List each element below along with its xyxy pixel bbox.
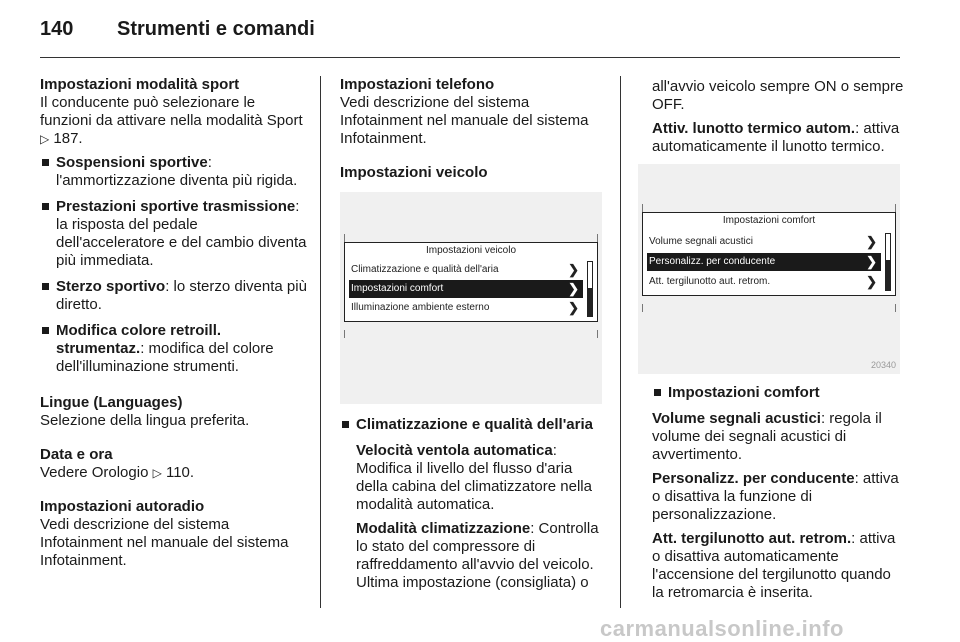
page-number: 140 xyxy=(40,18,74,40)
clima-continued-text: all'avvio veicolo sempre ON o sempre OFF. xyxy=(652,78,904,113)
list-item: Sterzo sportivo: lo sterzo diventa più diretto. xyxy=(40,278,308,314)
chevron-right-icon: ❯ xyxy=(568,262,579,277)
chevron-right-icon: ❯ xyxy=(866,234,877,249)
bullet-icon xyxy=(42,283,49,290)
clima-section xyxy=(340,416,606,592)
screen-title: Impostazioni veicolo xyxy=(425,245,517,256)
clima-p2: Modalità climatizzazione: Controlla lo stato del compressore di raffreddamento all'avvio del veicolo. Ultima impostazione (consigliata) o xyxy=(356,520,599,591)
column-2 xyxy=(340,76,606,182)
page-header xyxy=(0,0,960,56)
page-ref-icon: ▷ xyxy=(40,132,50,146)
screen-row: Illuminazione ambiente esterno ❯ xyxy=(351,300,579,315)
vehicle-settings-screen xyxy=(344,242,598,322)
list-item xyxy=(340,416,606,434)
column-divider-2 xyxy=(620,76,621,608)
lingue-heading: Lingue (Languages) xyxy=(40,394,183,411)
vehicle-settings-illustration xyxy=(340,192,602,404)
lingue-text: Selezione della lingua preferita. xyxy=(40,412,250,429)
list-item xyxy=(652,384,904,402)
telefono-section xyxy=(340,76,606,148)
figure-code: 20340 xyxy=(870,360,896,370)
watermark: carmanualsonline.info xyxy=(600,616,844,641)
screen-row: Volume segnali acustici ❯ xyxy=(649,234,877,249)
comfort-heading: Impostazioni comfort xyxy=(668,384,820,401)
bullet-icon xyxy=(342,421,349,428)
list-item: Modifica colore retroill. strumentaz.: modifica del colore dell'illuminazione strumenti. xyxy=(40,322,308,376)
list-item: Sospensioni sportive: l'ammortizzazione diventa più rigida. xyxy=(40,154,308,190)
autoradio-section xyxy=(40,498,308,570)
lunotto-text: Attiv. lunotto termico autom.: attiva automaticamente il lunotto termico. xyxy=(652,120,900,155)
screen-row: Att. tergilunotto aut. retrom. ❯ xyxy=(649,274,877,289)
comfort-p3: Att. tergilunotto aut. retrom.: attiva o disattiva automaticamente l'accensione del tergilunotto quando la retromarcia è inserita. xyxy=(652,530,896,601)
clima-heading: Climatizzazione e qualità dell'aria xyxy=(356,416,593,433)
comfort-p1: Volume segnali acustici: regola il volume dei segnali acustici di avvertimento. xyxy=(652,410,882,463)
data-ref-page: 110. xyxy=(165,464,195,481)
telefono-heading: Impostazioni telefono xyxy=(340,76,495,93)
comfort-settings-screen xyxy=(642,212,896,296)
sport-intro: Il conducente può selezionare le funzioni da attivare nella modalità Sport ▷ 187. xyxy=(40,94,303,147)
screen-scrollbar xyxy=(885,233,891,291)
screen-row: Climatizzazione e qualità dell'aria ❯ xyxy=(351,262,579,277)
comfort-p2: Personalizz. per conducente: attiva o disattiva la funzione di personalizzazione. xyxy=(652,470,899,523)
column-3 xyxy=(652,78,904,156)
sport-heading: Impostazioni modalità sport xyxy=(40,76,240,93)
page-title: Strumenti e comandi xyxy=(117,18,315,40)
autoradio-heading: Impostazioni autoradio xyxy=(40,498,205,515)
data-heading: Data e ora xyxy=(40,446,113,463)
chevron-right-icon: ❯ xyxy=(568,281,579,296)
screen-row-selected: Impostazioni comfort ❯ xyxy=(349,280,583,298)
list-item: Prestazioni sportive trasmissione: la risposta del pedale dell'acceleratore e del cambio diventa più immediata. xyxy=(40,198,308,270)
data-section xyxy=(40,446,308,482)
column-divider-1 xyxy=(320,76,321,608)
sport-ref-page: 187. xyxy=(53,130,83,147)
screen-row-selected: Personalizz. per conducente ❯ xyxy=(647,253,881,271)
lingue-section xyxy=(40,394,308,430)
bullet-icon xyxy=(42,327,49,334)
bullet-icon xyxy=(42,203,49,210)
data-text: Vedere Orologio ▷ 110. xyxy=(40,464,195,481)
chevron-right-icon: ❯ xyxy=(866,254,877,269)
header-divider xyxy=(40,57,900,58)
sport-section xyxy=(40,76,308,376)
bullet-icon xyxy=(42,159,49,166)
telefono-text: Vedi descrizione del sistema Infotainment nel manuale del sistema Infotainment. xyxy=(340,94,589,147)
chevron-right-icon: ❯ xyxy=(866,274,877,289)
chevron-right-icon: ❯ xyxy=(568,300,579,315)
bullet-icon xyxy=(654,389,661,396)
screen-scrollbar xyxy=(587,261,593,317)
autoradio-text: Vedi descrizione del sistema Infotainment nel manuale del sistema Infotainment. xyxy=(40,516,289,569)
column-1 xyxy=(40,76,308,582)
page-ref-icon: ▷ xyxy=(152,466,162,480)
comfort-section xyxy=(652,384,904,602)
veicolo-heading: Impostazioni veicolo xyxy=(340,164,488,181)
screen-title: Impostazioni comfort xyxy=(722,215,816,226)
comfort-settings-illustration xyxy=(638,164,900,374)
clima-p1: Velocità ventola automatica: Modifica il livello del flusso d'aria della cabina del climatizzatore nella modalità automatica. xyxy=(356,442,592,513)
